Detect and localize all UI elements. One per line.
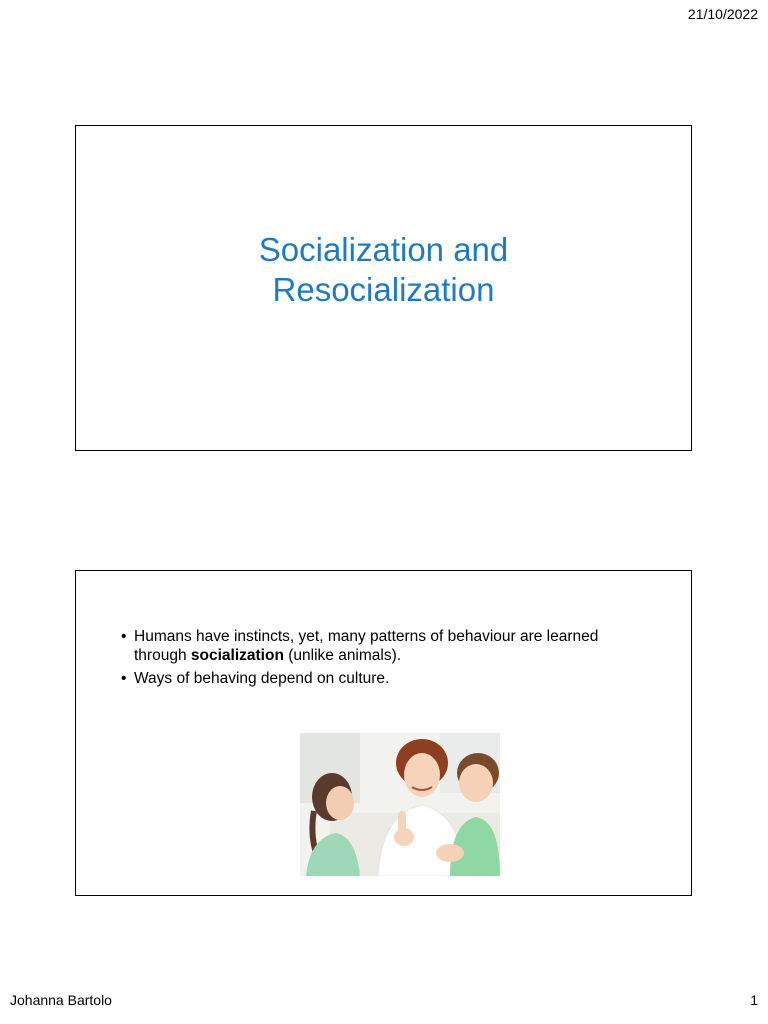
page-number: 1	[750, 992, 758, 1008]
boy-hand	[436, 844, 464, 862]
bullet-list	[121, 627, 651, 692]
footer-author: Johanna Bartolo	[10, 992, 112, 1008]
boy-face	[459, 764, 493, 802]
title-line-1: Socialization and	[258, 231, 509, 268]
slide-content	[75, 570, 692, 896]
girl-face	[326, 786, 354, 820]
slide-title-heading	[76, 230, 691, 310]
bullet-dot: •	[121, 670, 127, 687]
bullet-item-1	[121, 627, 651, 665]
bullet-dot: •	[121, 628, 127, 645]
family-photo-illustration	[300, 733, 500, 876]
bullet-1-text-after: (unlike animals).	[283, 647, 402, 664]
slide-title	[75, 125, 692, 451]
bullet-1-text-before: Humans have instincts, yet, many patterns of behaviour are learned through	[134, 628, 599, 664]
photo-icon	[300, 733, 500, 876]
bullet-2-text: Ways of behaving depend on culture.	[134, 670, 390, 687]
title-line-2: Resocialization	[272, 271, 495, 308]
bullet-item-2	[121, 669, 651, 688]
bullet-1-bold-term: socialization	[190, 647, 284, 664]
document-date: 21/10/2022	[687, 6, 758, 22]
mother-hand	[394, 828, 414, 846]
